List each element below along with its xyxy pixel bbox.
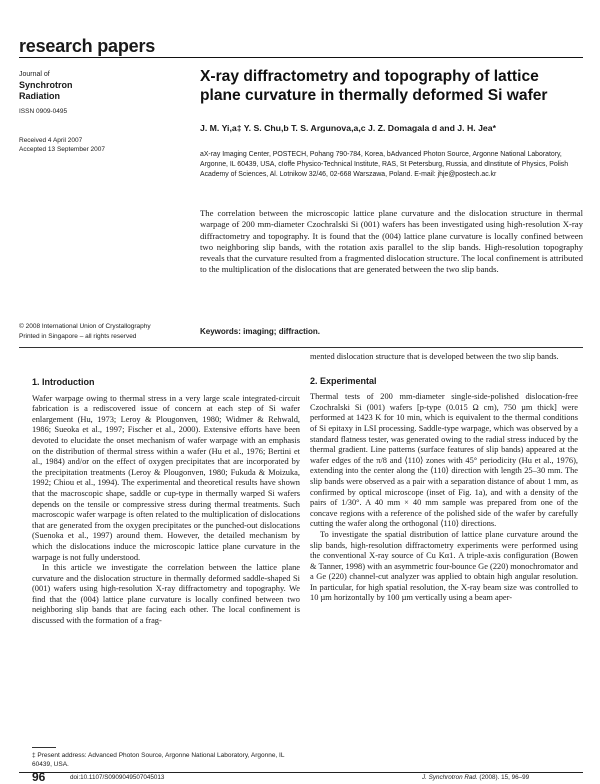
article-dates [19,136,105,154]
journal-name [19,70,169,102]
received-date: Received 4 April 2007 [19,137,83,144]
footnote-divider [32,747,56,748]
issn: ISSN 0909-0495 [19,108,68,115]
doi: doi:10.1107/S0909049507045013 [70,774,165,781]
journal-line2: Radiation [19,90,61,101]
copyright-line1: © 2008 International Union of Crystallography [19,323,151,330]
citation-details: (2008). 15, 96–99 [477,774,530,781]
journal-prefix: Journal of [19,71,50,78]
copyright-line2: Printed in Singapore – all rights reserved [19,332,137,340]
experimental-heading: 2. Experimental [310,375,377,386]
intro-paragraph-2: In this article we investigate the correlation between the lattice plane curvature and the dislocation structure in thermally deformed saddle-shaped Si (001) wafers using high-resolution X-ray diffractometry and topography. We find that the (004) lattice plane curvature is locally confined between two neighboring slip bands that are facing each other. The local confinement is discussed with the formation of a frag- [32,563,300,626]
abstract: The correlation between the microscopic lattice plane curvature and the dislocation structure in thermal warpage of 200 mm-diameter Czochralski Si (001) wafers has been investigated using high-resolution X-ray diffractometry and topography. It is found that the (004) lattice plane curvature is locally confined between two neighboring slip bands, with the rotation axis parallel to the slip bands. High-resolution topography reveals that the curvature resulted from a fragmented dislocation structure. The local confinement is attributed to the multiplication of the dislocations that are generated between the two slip bands. [200,208,583,275]
right-column [310,352,578,604]
journal-citation [422,774,529,781]
left-column [32,377,300,627]
accepted-date: Accepted 13 September 2007 [19,146,106,153]
footer-divider [19,772,583,773]
citation-journal: J. Synchrotron Rad. [422,774,478,781]
keywords-label: Keywords: [200,327,241,336]
intro-paragraph-1: Wafer warpage owing to thermal stress in a very large scale integrated-circuit fabrication is a rediscovered issue of concern at each step of Si wafer enlargement (Hu, 1973; Leroy & Plougonven, 1980; Widmer & Rehwald, 1986; Sueoka et al., 1997; Fischer et al., 2000). Extensive efforts have been devoted to elucidate the onset mechanism of wafer warpage with an emphasis on the distribution of thermal stress within a wafer (Hu et al., 1976; Bertini et al., 1984) and/or on the effect of oxygen precipitates that are incorporated by the precipitation treatments (Leroy & Plougonven, 1980; Fukuda & Moizuka, 1992; Chiou et al., 1994). The experimental and theoretical results have shown that the macroscopic shape, saddle or cup-type in thermally warped Si wafers depends on the tensile or compressive stress during thermal treatments. Such macroscopic wafer warpage is often related to the multiplication of dislocations that are generated from the oxygen precipitates or the punched-out dislocations (Suenoka et al., 1997) around them. However, the detailed mechanism by which the dislocations induce the microscopic lattice plane curvature in the warpage is not fully understood. [32,393,300,562]
experimental-paragraph-2: To investigate the spatial distribution of lattice plane curvature around the slip bands, high-resolution diffractometry experiments were performed using the conventional X-ray source of Cu Kα1. A triple-axis configuration (Bowen & Tanner, 1998) with an asymmetric four-bounce Ge (220) monochromator and a Ge (220) channel-cut analyzer was applied to obtain high angular resolution. In particular, for high spatial resolution, the X-ray beam size was controlled to 10 µm horizontally by 100 µm vertically using a beam aper- [310,529,578,603]
intro-heading: 1. Introduction [32,377,95,387]
author-list: J. M. Yi,a‡ Y. S. Chu,b T. S. Argunova,a,c J. Z. Domagala d and J. H. Jea* [200,123,496,133]
journal-line1: Synchrotron [19,79,73,90]
article-title: X-ray diffractometry and topography of lattice plane curvature in thermally deformed Si wafer [200,68,548,104]
experimental-paragraph-1: Thermal tests of 200 mm-diameter single-side-polished dislocation-free Czochralski Si (001) wafers [p-type (0.015 Ω cm), 750 µm thick] were performed at 1423 K for 10 min, which is equivalent to the thermal conditions of Si epitaxy in LSI processing. Saddle-type warpage, which was observed by a standard flatness tester, was generated owing to the radial stress induced by the thermal gradient. Line patterns (surface features of slip bands) appeared at the wafer edges of the π/8 and ⟨110⟩ zones with 45° periodicity (Hu et al., 1976), extending into the center along the ⟨110⟩ direction with length 25–30 mm. The slip bands were observed as a pair with a separation distance of about 1 mm, as confirmed by optical microscope (inset of Fig. 1a), and with a density of the pairs of 1/30°. A 40 mm × 40 mm sample was prepared from one of the concave regions with a reference of the polished side of the wafer by carefully cutting the wafer along the orthogonal ⟨110⟩ directions. [310,392,578,529]
keywords [200,327,320,336]
intro-continuation: mented dislocation structure that is developed between the two slip bands. [310,352,559,361]
header-divider [19,57,583,58]
abstract-divider [19,347,583,348]
copyright [19,322,204,341]
affiliations: aX-ray Imaging Center, POSTECH, Pohang 790-784, Korea, bAdvanced Photon Source, Argonne National Laboratory, Argonne, IL 60439, USA, cIoffe Physico-Technical Institute, RAS, St Petersburg, Russia, and dInstitute of Physics, Polish Academy of Sciences, Al. Lotnikow 32/46, 02-668 Warszawa, Poland. E-mail: jhje@postech.ac.kr [200,151,569,178]
footnote: ‡ Present address: Advanced Photon Source, Argonne National Laboratory, Argonne, IL 60439, USA. [32,752,285,768]
page-number: 96 [32,770,46,784]
section-header: research papers [19,36,156,56]
keywords-value: imaging; diffraction. [243,327,321,336]
